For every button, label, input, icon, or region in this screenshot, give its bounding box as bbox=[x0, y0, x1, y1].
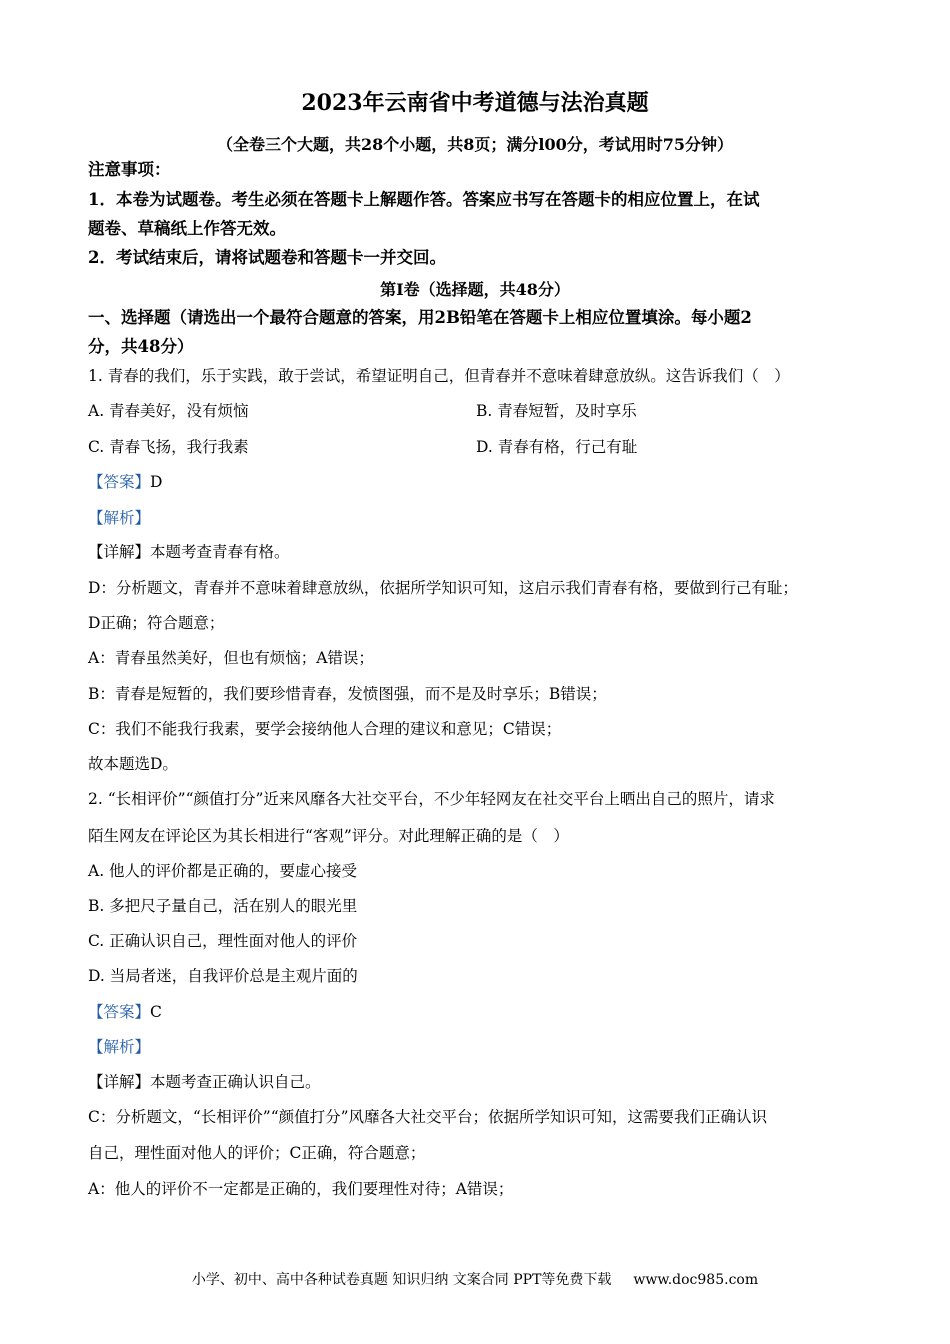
question-1-conclusion: 故本题选D。 bbox=[88, 755, 178, 773]
question-1-option-c: C. 青春飞扬，我行我素 bbox=[88, 438, 249, 456]
question-1-explanation-1: D：分析题文，青春并不意味着肆意放纵，依据所学知识可知，这启示我们青春有格，要做到行己有耻； bbox=[88, 579, 798, 597]
question-2-stem: 2. “长相评价”“颜值打分”近来风靡各大社交平台，不少年轻网友在社交平台上晒出自己的照片，请求 bbox=[88, 790, 775, 808]
question-2-explanation-2: 自己，理性面对他人的评价；C正确，符合题意； bbox=[88, 1144, 426, 1162]
question-2-stem-cont: 陌生网友在评论区为其长相进行“客观”评分。对此理解正确的是（ ） bbox=[88, 827, 569, 845]
footer-text: 小学、初中、高中各种试卷真题 知识归纳 文案合同 PPT等免费下载 bbox=[191, 1272, 612, 1288]
question-1-explanation-5: C：我们不能我行我素，要学会接纳他人合理的建议和意见；C错误； bbox=[88, 720, 562, 738]
question-2-option-a: A. 他人的评价都是正确的，要虚心接受 bbox=[88, 862, 358, 880]
question-2-option-d: D. 当局者迷，自我评价总是主观片面的 bbox=[88, 967, 358, 985]
answer-tag: 【答案】 bbox=[88, 473, 151, 491]
question-1-option-b: B. 青春短暂，及时享乐 bbox=[476, 402, 637, 420]
footer-link[interactable]: www.doc985.com bbox=[633, 1272, 759, 1288]
question-1-explanation-4: B：青春是短暂的，我们要珍惜青春，发愤图强，而不是及时享乐；B错误； bbox=[88, 685, 607, 703]
answer-tag: 【答案】 bbox=[88, 1003, 151, 1021]
question-1-answer bbox=[88, 472, 162, 492]
exam-info: （全卷三个大题，共28个小题，共8页；满分l00分，考试用时75分钟） bbox=[216, 135, 733, 154]
question-1-stem: 1. 青春的我们，乐于实践，敢于尝试，希望证明自己，但青春并不意味着肆意放纵。这告诉我们（ ） bbox=[88, 367, 790, 385]
page-footer bbox=[0, 1269, 950, 1289]
section-heading: 第I卷（选择题，共48分） bbox=[380, 280, 570, 299]
page-title: 2023年云南省中考道德与法治真题 bbox=[301, 90, 649, 116]
question-1-option-d: D. 青春有格，行己有耻 bbox=[476, 438, 638, 456]
answer-value: D bbox=[150, 473, 163, 491]
part-heading: 一、选择题（请选出一个最符合题意的答案，用2B铅笔在答题卡上相应位置填涂。每小题2 bbox=[88, 308, 752, 327]
question-2-analysis-tag: 【解析】 bbox=[88, 1038, 151, 1056]
question-1-explanation-3: A：青春虽然美好，但也有烦恼；A错误； bbox=[88, 649, 374, 667]
question-2-answer bbox=[88, 1002, 162, 1022]
notice-item-1-cont: 题卷、草稿纸上作答无效。 bbox=[88, 219, 286, 238]
question-1-option-a: A. 青春美好，没有烦恼 bbox=[88, 402, 249, 420]
question-2-detail: 【详解】本题考查正确认识自己。 bbox=[88, 1073, 321, 1091]
notice-heading: 注意事项： bbox=[88, 160, 171, 179]
question-1-explanation-2: D正确；符合题意； bbox=[88, 614, 225, 632]
question-2-option-c: C. 正确认识自己，理性面对他人的评价 bbox=[88, 932, 358, 950]
question-2-explanation-3: A：他人的评价不一定都是正确的，我们要理性对待；A错误； bbox=[88, 1180, 514, 1198]
question-1-detail: 【详解】本题考查青春有格。 bbox=[88, 543, 290, 561]
question-1-analysis-tag: 【解析】 bbox=[88, 509, 151, 527]
part-heading-cont: 分，共48分） bbox=[88, 337, 194, 356]
notice-item-1: 1．本卷为试题卷。考生必须在答题卡上解题作答。答案应书写在答题卡的相应位置上，在试 bbox=[88, 190, 760, 209]
question-2-option-b: B. 多把尺子量自己，活在别人的眼光里 bbox=[88, 897, 358, 915]
answer-value: C bbox=[150, 1003, 162, 1021]
question-2-explanation-1: C：分析题文，“长相评价”“颜值打分”风靡各大社交平台；依据所学知识可知，这需要我们正确认识 bbox=[88, 1108, 768, 1126]
notice-item-2: 2．考试结束后，请将试题卷和答题卡一并交回。 bbox=[88, 248, 446, 267]
